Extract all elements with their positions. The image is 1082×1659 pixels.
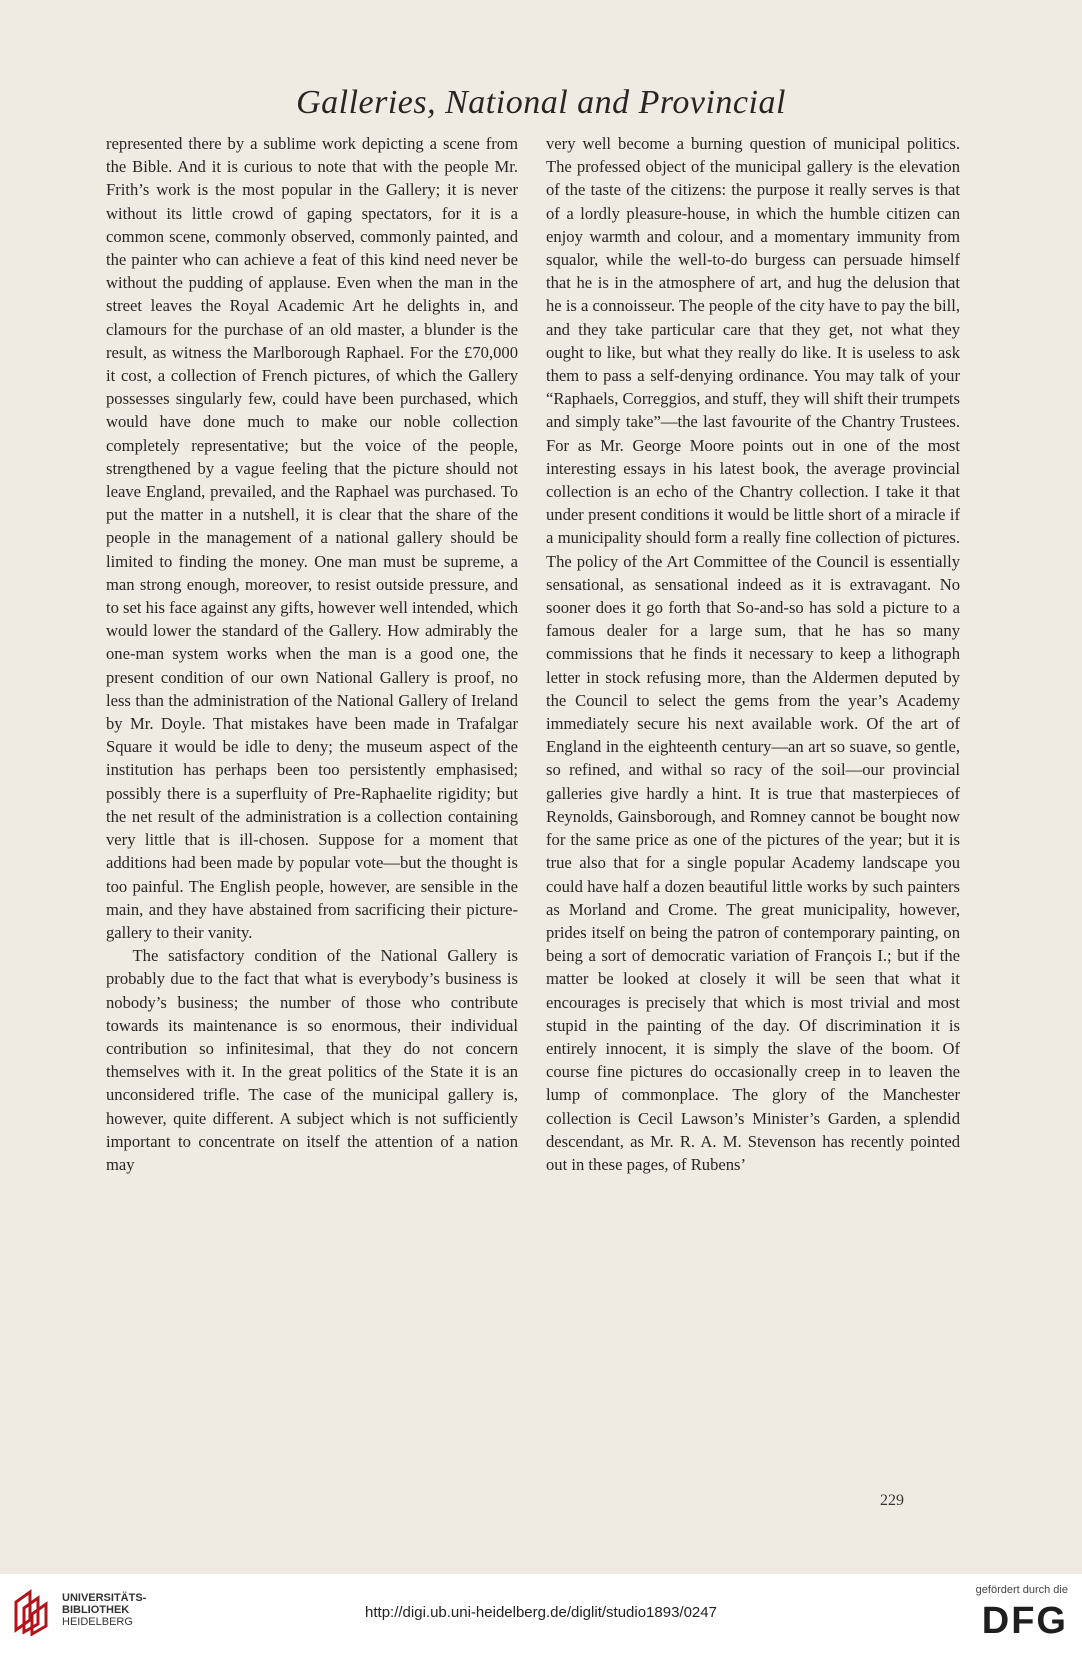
library-name-line-1: UNIVERSITÄTS- (62, 1592, 147, 1604)
right-column (546, 132, 960, 1176)
left-paragraph-2: The satisfactory condition of the National Gallery is probably due to the fact that what is everybody’s business is nobody’s business; the number of those who contribute towards its maintenance is so enormous, their individual contribution so infinitesimal, that they do not concern themselves with it. In the great politics of the State it is an unconsidered trifle. The case of the municipal gallery is, however, quite different. A subject which is not sufficiently important to concentrate on itself the attention of a nation may (106, 946, 518, 1174)
funding-notice[interactable] (948, 1584, 1068, 1640)
library-name-line-3: HEIDELBERG (62, 1616, 133, 1628)
running-head: Galleries, National and Provincial (296, 84, 786, 121)
permalink-url[interactable]: http://digi.ub.uni-heidelberg.de/diglit/studio1893/0247 (365, 1604, 717, 1621)
left-paragraph-1: represented there by a sublime work depicting a scene from the Bible. And it is curious to note that with the people Mr. Frith’s work is the most popular in the Gallery; it is never without its little crowd of gaping spectators, for it is a common scene, commonly observed, commonly painted, and the painter who can achieve a feat of this kind need never be without the pudding of applause. Even when the man in the street leaves the Royal Academic Art he delights in, and clamours for the purchase of an old master, a blunder is the result, as witness the Marlborough Raphael. For the £70,000 it cost, a collection of French pictures, of which the Gallery possesses singularly few, could have been purchased, which would have done much to make our noble collection completely representative; but the voice of the people, strengthened by a vague feeling that the picture should not leave England, prevailed, and the Raphael was purchased. To put the matter in a nutshell, it is clear that the share of the people in the management of a national gallery should be limited to finding the money. One man must be supreme, a man strong enough, moreover, to resist outside pressure, and to set his face against any gifts, however well intended, which would lower the standard of the Gallery. How admirably the one-man system works when the man is a good one, the present condition of our own National Gallery is proof, no less than the administration of the National Gallery of Ireland by Mr. Doyle. That mistakes have been made in Trafalgar Square it would be idle to deny; the museum aspect of the institution has perhaps been too persistently emphasised; possibly there is a superfluity of Pre-Raphaelite rigidity; but the net result of the administration is a collection containing very little that is ill-chosen. Suppose for a moment that additions had been made by popular vote—but the thought is too painful. The English people, however, are sensible in the main, and they have abstained from sacrificing their picture-gallery to their vanity. (106, 134, 518, 942)
left-column (106, 132, 518, 1176)
right-paragraph-1: very well become a burning question of municipal politics. The professed object of the municipal gallery is the elevation of the taste of the citizens: the purpose it really serves is that of a lordly pleasure-house, in which the humble citizen can enjoy warmth and colour, and a momentary immunity from squalor, while the well-to-do burgess can persuade himself that he is in the atmosphere of art, and hug the delusion that he is a connoisseur. The people of the city have to pay the bill, and they take particular care that they get, not what they ought to like, but what they really do like. It is useless to ask them to pass a self-denying ordinance. You may talk of your “Raphaels, Correggios, and stuff, they will shift their trumpets and simply take”—the last favourite of the Chantry Trustees. For as Mr. George Moore points out in one of the most interesting essays in his latest book, the average provincial collection is an echo of the Chantry collection. I take it that under present conditions it would be little short of a miracle if a municipality should form a really fine collection of pictures. The policy of the Art Committee of the Council is essentially sensational, as sensational indeed as it is extravagant. No sooner does it go forth that So-and-so has sold a picture to a famous dealer for a large sum, that he has so many commissions that he finds it necessary to keep a lithograph letter in stock refusing more, than the Aldermen deputed by the Council to select the gems from the year’s Academy immediately secure his next available work. Of the art of England in the eighteenth century—an art so suave, so gentle, so refined, and withal so racy of the soil—our provincial galleries give hardly a hint. It is true that masterpieces of Reynolds, Gainsborough, and Romney cannot be bought now for the same price as one of the pictures of the year; but it is true also that for a single popular Academy landscape you could have half a dozen beautiful little works by such painters as Morland and Crome. The great municipality, however, prides itself on being the patron of contemporary painting, on being a sort of democratic variation of François I.; but if the matter be looked at closely it will be seen that what it encourages is precisely that which is most trivial and most stupid in the painting of the day. Of discrimination it is entirely innocent, it is simply the slave of the boom. Of course fine pictures do occasionally creep in to leaven the lump of commonplace. The glory of the Manchester collection is Cecil Lawson’s Minister’s Garden, a splendid descendant, as Mr. R. A. M. Stevenson has recently pointed out in these pages, of Rubens’ (546, 134, 961, 1174)
page-number: 229 (880, 1492, 904, 1509)
viewer-footer (0, 1574, 1082, 1659)
funded-by-label: gefördert durch die (975, 1584, 1068, 1596)
library-name-line-2: BIBLIOTHEK (62, 1604, 130, 1616)
dfg-logo: DFG (981, 1600, 1068, 1642)
